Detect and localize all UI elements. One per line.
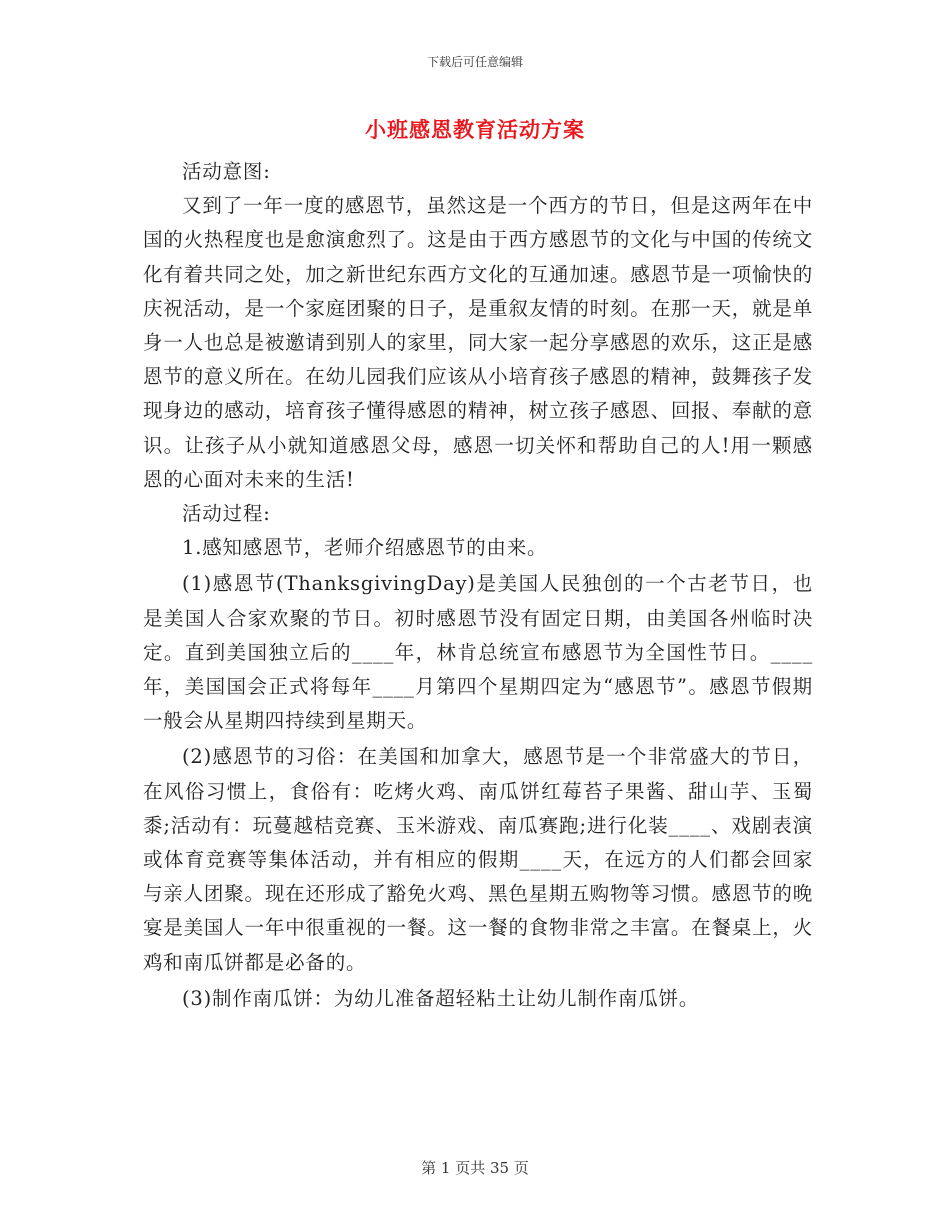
header-note: 下载后可任意编辑 xyxy=(426,55,523,69)
sub-paragraph-3: (3)制作南瓜饼：为幼儿准备超轻粘土让幼儿制作南瓜饼。 xyxy=(182,986,700,1010)
paragraph-intent: 又到了一年一度的感恩节，虽然这是一个西方的节日，但是这两年在中国的火热程度也是愈演愈烈了。这是由于西方感恩节的文化与中国的传统文化有着共同之处，加之新世纪东西方文化的互通加速。感恩节是一项愉快的庆祝活动，是一个家庭团聚的日子，是重叙友情的时刻。在那一天，就是单身一人也总是被邀请到别人的家里，同大家一起分享感恩的欢乐，这正是感恩节的意义所在。在幼儿园我们应该从小培育孩子感恩的精神，鼓舞孩子发现身边的感动，培育孩子懂得感恩的精神，树立孩子感恩、回报、奉献的意识。让孩子从小就知道感恩父母，感恩一切关怀和帮助自己的人!用一颗感恩的心面对未来的生活! xyxy=(143,194,813,491)
document-body xyxy=(143,155,813,1016)
section-heading-intent: 活动意图: xyxy=(182,160,271,183)
section-heading-process: 活动过程: xyxy=(182,502,271,526)
step-heading-1: 1.感知感恩节，老师介绍感恩节的由来。 xyxy=(182,536,548,560)
sub-paragraph-2: (2)感恩节的习俗：在美国和加拿大，感恩节是一个非常盛大的节日，在风俗习惯上，食俗有：吃烤火鸡、南瓜饼红莓苔子果酱、甜山芋、玉蜀黍;活动有：玩蔓越桔竞赛、玉米游戏、南瓜赛跑;进行化装____、戏剧表演或体育竞赛等集体活动，并有相应的假期____天，在远方的人们都会回家与亲人团聚。现在还形成了豁免火鸡、黑色星期五购物等习惯。感恩节的晚宴是美国人一年中很重视的一餐。这一餐的食物非常之丰富。在餐桌上，火鸡和南瓜饼都是必备的。 xyxy=(143,745,813,974)
document-title: 小班感恩教育活动方案 xyxy=(365,117,585,142)
page-number: 第 1 页共 35 页 xyxy=(421,1159,529,1177)
sub-paragraph-1: (1)感恩节(ThanksgivingDay)是美国人民独创的一个古老节日，也是美国人合家欢聚的节日。初时感恩节没有固定日期，由美国各州临时决定。直到美国独立后的____年，林肯总统宣布感恩节为全国性节日。____年，美国国会正式将每年____月第四个星期四定为“感恩节”。感恩节假期一般会从星期四持续到星期天。 xyxy=(143,572,813,733)
